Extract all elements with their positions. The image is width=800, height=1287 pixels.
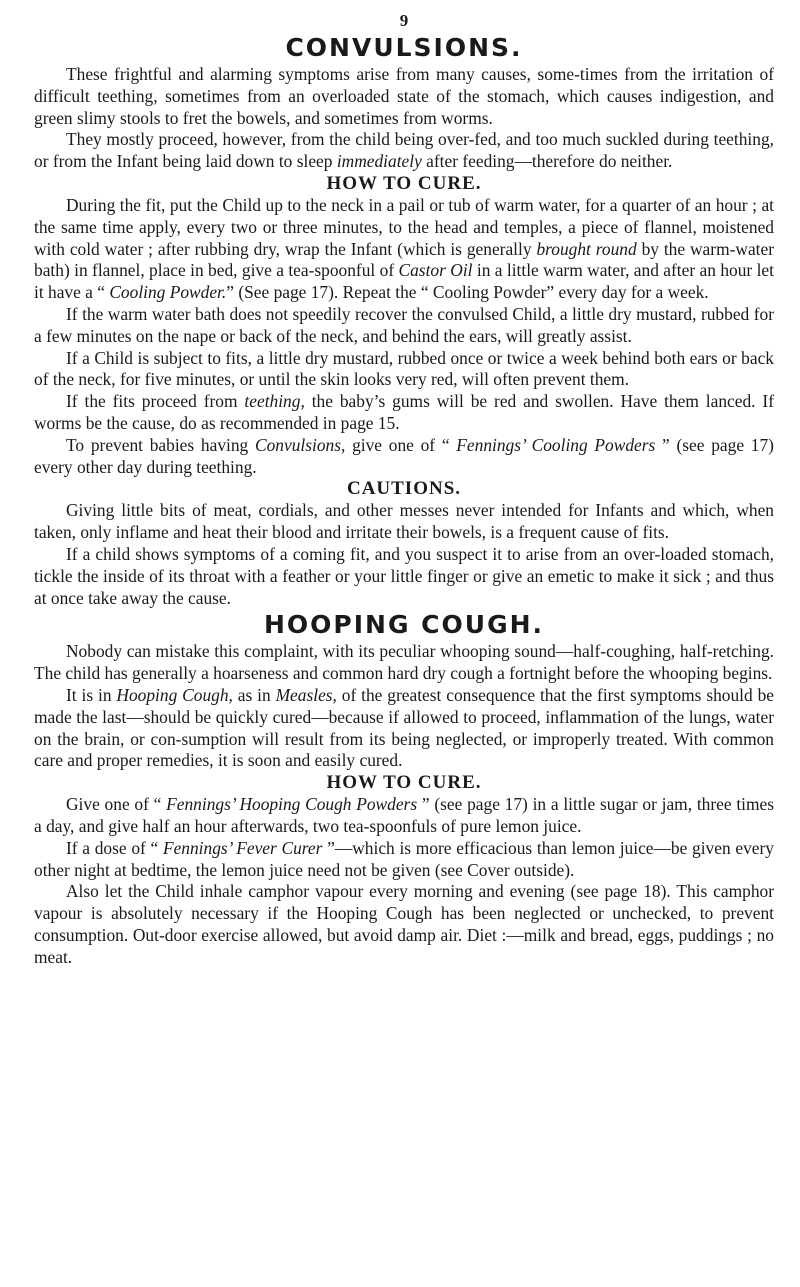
- text-run: as in: [232, 684, 276, 705]
- text-run: Give one of “: [66, 794, 167, 815]
- text-run: of the greatest consequence that the first symptoms should be made the last—should be quickly cured—because if allowed to proceed, inflammation of the lungs, water on the brain, or con-sumption will result from its being neglected, or improperly treated. With common care and proper remedies, it is soon and easily cured.: [34, 684, 775, 771]
- convulsions-paragraph-1: These frightful and alarming symptoms arise from many causes, some-times from the irritation of difficult teething, sometimes from an overloaded state of the stomach, which causes indigestion, and green slimy stools to fret the bowels, and sometimes from worms.: [34, 64, 774, 128]
- text-run: To prevent babies having: [66, 434, 255, 455]
- text-run: ” (see page 17) in a little sugar or jam, three times a day, and give half an hour afterwards, two tea-spoonfuls of pure lemon juice.: [34, 794, 774, 836]
- text-run: in a little warm water, and after an hour let it have a “: [34, 260, 774, 303]
- convulsions-paragraph-5: If a Child is subject to fits, a little dry mustard, rubbed once or twice a week behind both ears or back of the neck, for five minutes, or until the skin looks very red, will often prevent them.: [34, 347, 774, 390]
- text-run: ”—which is more efficacious than lemon juice—be given every other night at bedtime, the lemon juice need not be given (see Cover outside).: [34, 837, 775, 880]
- emphasis: brought round: [536, 238, 637, 259]
- emphasis: Measles,: [275, 684, 337, 705]
- emphasis: Cooling Powder.: [109, 282, 227, 303]
- page-number: 9: [399, 11, 409, 30]
- text-run: During the fit, put the Child up to the neck in a pail or tub of warm water, for a quarter of an hour ; at the same time apply, every two or three minutes, to the head and temples, a piece of flannel, moistened with cold water ; after rubbing dry, wrap the Infant (which is generally: [34, 194, 774, 259]
- convulsions-paragraph-6: [34, 391, 774, 435]
- emphasis: Castor Oil: [398, 260, 473, 281]
- text-run: They mostly proceed, however, from the child being over-fed, and too much suckled during teething, or from the Infant being laid down to sleep: [34, 129, 774, 172]
- hooping-paragraph-3: [34, 794, 774, 838]
- text-run: by the warm-water bath) in flannel, place in bed, give a tea-spoonful of: [34, 238, 775, 281]
- emphasis: Convulsions,: [254, 434, 346, 455]
- text-run: If a dose of “: [66, 837, 163, 858]
- convulsions-cure-heading: HOW TO CURE.: [326, 172, 482, 194]
- convulsions-paragraph-8: Giving little bits of meat, cordials, and other messes never intended for Infants and which, when taken, only inflame and heat their blood and irritate their bowels, is a frequent cause of fits.: [34, 500, 774, 543]
- emphasis: Fennings’ Hooping Cough Powders: [166, 794, 418, 815]
- convulsions-paragraph-9: If a child shows symptoms of a coming fit, and you suspect it to arise from an over-loaded stomach, tickle the inside of its throat with a feather or your little finger or give an emetic to make it sick ; and thus at once take away the cause.: [34, 543, 774, 608]
- text-run: ” (See page 17). Repeat the “ Cooling Powder” every day for a week.: [226, 282, 709, 303]
- convulsions-paragraph-7: [34, 435, 774, 479]
- text-run: If the fits proceed from: [66, 391, 245, 412]
- convulsions-paragraph-3: [34, 195, 774, 304]
- text-run: give one of “: [345, 434, 457, 455]
- hooping-cure-heading: HOW TO CURE.: [326, 772, 482, 794]
- text-run: It is in: [66, 684, 117, 705]
- emphasis: immediately: [336, 151, 422, 172]
- convulsions-paragraph-2: [34, 129, 774, 173]
- emphasis: teething,: [244, 391, 305, 412]
- cautions-heading: CAUTIONS.: [346, 478, 462, 500]
- text-run: after feeding—therefore do neither.: [421, 151, 673, 172]
- hooping-paragraph-5: Also let the Child inhale camphor vapour every morning and evening (see page 18). This camphor vapour is absolutely necessary if the Hooping Cough has been neglected or unchecked, to prevent consumption. Out-door exercise allowed, but avoid damp air. Diet :—milk and bread, eggs, puddings ; no meat.: [34, 881, 774, 967]
- hooping-paragraph-1: Nobody can mistake this complaint, with its peculiar whooping sound—half-coughing, half-retching. The child has generally a hoarseness and common hard dry cough a fortnight before the whooping begins.: [34, 641, 774, 684]
- emphasis: Fennings’ Fever Curer: [162, 837, 323, 858]
- text-run: ” (see page 17) every other day during teething.: [34, 434, 774, 477]
- emphasis: Fennings’ Cooling Powders: [456, 434, 656, 455]
- convulsions-paragraph-4: If the warm water bath does not speedily recover the convulsed Child, a little dry mustard, rubbed for a few minutes on the nape or back of the neck, and behind the ears, will greatly assist.: [34, 303, 774, 346]
- hooping-paragraph-4: [34, 838, 774, 882]
- text-run: the baby’s gums will be red and swollen. Have them lanced. If worms be the cause, do as recommended in page 15.: [34, 391, 774, 433]
- convulsions-heading: CONVULSIONS.: [285, 33, 523, 62]
- hooping-paragraph-2: [34, 685, 774, 772]
- emphasis: Hooping Cough,: [116, 684, 233, 705]
- hooping-cough-heading: HOOPING COUGH.: [263, 610, 545, 640]
